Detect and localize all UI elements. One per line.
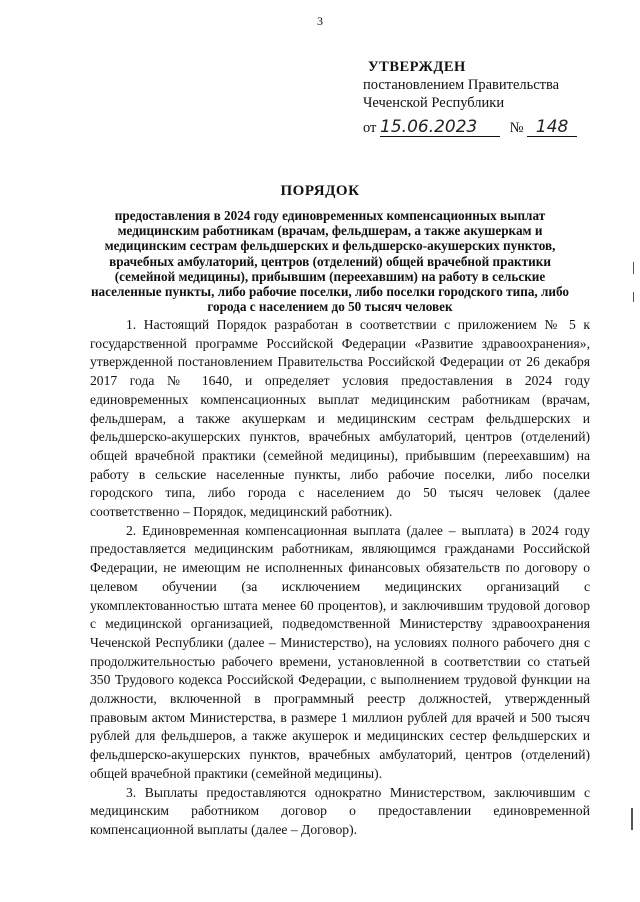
approval-date-row (363, 118, 600, 137)
scan-mark (631, 808, 633, 830)
scan-mark (633, 292, 634, 302)
paragraph-1: 1. Настоящий Порядок разработан в соответствии с приложением № 5 к государственной программе Российской Федерации «Развитие здравоохранения», утвержденной постановлением Правительства Российской Федерации от 26 декабря 2017 года № 1640, и определяет условия предоставления в 2024 году единовременных компенсационных выплат медицинским работникам (врачам, фельдшерам, а также акушеркам и медицинским сестрам фельдшерских и фельдшерско-акушерских пунктов, врачебных амбулаторий, центров (отделений) общей врачебной практики (семейной медицины), прибывшим (переехавшим) на работу в сельские населенные пункты, либо рабочие поселки, либо поселки городского типа, либо города с населением до 50 тысяч человек (далее соответственно – Порядок, медицинский работник). (90, 317, 590, 520)
approval-heading: УТВЕРЖДЕН (368, 59, 466, 75)
page-number: 3 (317, 14, 323, 28)
approval-line-2: Чеченской Республики (363, 95, 505, 111)
approval-number: 148 (527, 118, 577, 137)
approval-line-1: постановлением Правительства (363, 77, 560, 93)
scan-mark (633, 262, 634, 274)
approval-date: 15.06.2023 (380, 118, 500, 137)
document-body (90, 316, 590, 840)
document-subtitle: предоставления в 2024 году единовременных компенсационных выплат медицинским работникам (врачам, фельдшерам, а также акушеркам и медицинским сестрам фельдшерских и фельдшерско-акушерских пунктов, врачебных амбулаторий, центров (отделений) общей врачебной практики (семейной медицины), прибывшим (переехавшим) на работу в сельские населенные пункты, либо рабочие поселки, либо поселки городского типа, либо города с населением до 50 тысяч человек (90, 208, 570, 315)
document-title: ПОРЯДОК (280, 183, 360, 199)
approval-stamp (360, 58, 600, 137)
paragraph-3: 3. Выплаты предоставляются однократно Министерством, заключившим с медицинским работником договор о предоставлении единовременной компенсационной выплаты (далее – Договор). (90, 784, 590, 837)
paragraph-2: 2. Единовременная компенсационная выплата (далее – выплата) в 2024 году предоставляется медицинским работникам, являющимся гражданами Российской Федерации, не имеющим не исполненных финансовых обязательств по договору о целевом обучении (за исключением медицинских организаций с укомплектованностью штата менее 60 процентов), и заключившим трудовой договор с медицинской организацией, подведомственной Министерству здравоохранения Чеченской Республики (далее – Министерство), на условиях полного рабочего дня с продолжительностью рабочего времени, установленной в соответствии со статьей 350 Трудового кодекса Российской Федерации, с выполнением трудовой функции на должности, включенной в программный реестр должностей, утвержденный правовым актом Министерства, в размере 1 миллион рублей для врачей и 500 тысяч рублей для фельдшеров, а также акушерок и медицинских сестер фельдшерских и фельдшерско-акушерских пунктов, врачебных амбулаторий, центров (отделений) общей врачебной практики (семейной медицины). (90, 522, 590, 781)
from-label: от (363, 120, 377, 136)
number-label: № (509, 120, 524, 136)
